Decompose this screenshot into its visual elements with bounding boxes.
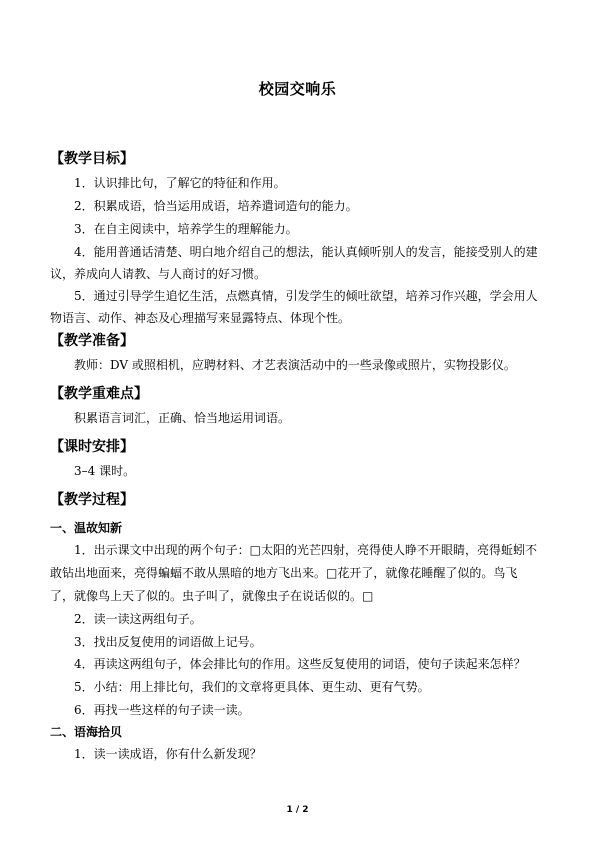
schedule-text: 3–4 课时。 (74, 464, 136, 478)
key-points-text: 积累语言词汇，正确、恰当地运用词语。 (74, 411, 291, 425)
process-item: 1．出示课文中出现的两个句子：□太阳的光芒四射，亮得使人睁不开眼睛，亮得蚯蚓不 (74, 543, 537, 557)
process-item: 5．小结：用上排比句，我们的文章将更具体、更生动、更有气势。 (74, 680, 430, 694)
goal-item: 5．通过引导学生追忆生活，点燃真情，引发学生的倾吐欲望，培养习作兴趣，学会用人 (74, 289, 538, 303)
goal-item-continuation: 物语言、动作、神态及心理描写来显露特点、体现个性。 (50, 311, 351, 325)
section-heading-process: 【教学过程】 (50, 492, 134, 508)
process-item: 6．再找一些这样的句子读一读。 (74, 703, 250, 717)
process-item-continuation: 敢钻出地面来，亮得蝙蝠不敢从黑暗的地方飞出来。□花开了，就像花睡醒了似的。鸟飞 (50, 566, 518, 580)
process-item: 2．读一读这两组句子。 (74, 612, 202, 626)
section-heading-key-points: 【教学重难点】 (50, 386, 148, 402)
process-item-continuation: 了，就像鸟上天了似的。虫子叫了，就像虫子在说话似的。□ (50, 589, 374, 603)
subsection-heading-idioms: 二、语海拾贝 (50, 725, 123, 739)
process-item: 4．再读这两组句子，体会排比句的作用。这些反复使用的词语，使句子读起来怎样？ (74, 657, 526, 671)
process-item: 1．读一读成语，你有什么新发现？ (74, 747, 262, 761)
goal-item: 3．在自主阅读中，培养学生的理解能力。 (74, 222, 298, 236)
goal-item-continuation: 议，养成向人请教、与人商讨的好习惯。 (50, 267, 267, 281)
process-item: 3．找出反复使用的词语做上记号。 (74, 635, 262, 649)
section-heading-schedule: 【课时安排】 (50, 439, 134, 455)
section-heading-preparation: 【教学准备】 (50, 333, 134, 349)
subsection-heading-review: 一、温故知新 (50, 521, 123, 535)
goal-item: 1．认识排比句，了解它的特征和作用。 (74, 176, 286, 190)
goal-item: 2．积累成语，恰当运用成语，培养遣词造句的能力。 (74, 199, 358, 213)
goal-item: 4．能用普通话清楚、明白地介绍自己的想法，能认真倾听别人的发言，能接受别人的建 (74, 245, 538, 259)
section-heading-goals: 【教学目标】 (50, 151, 134, 167)
preparation-text: 教师：DV 或照相机，应聘材料、才艺表演活动中的一些录像或照片，实物投影仪。 (74, 358, 516, 372)
page-title: 校园交响乐 (258, 80, 337, 98)
page-number: 1 / 2 (286, 805, 309, 815)
